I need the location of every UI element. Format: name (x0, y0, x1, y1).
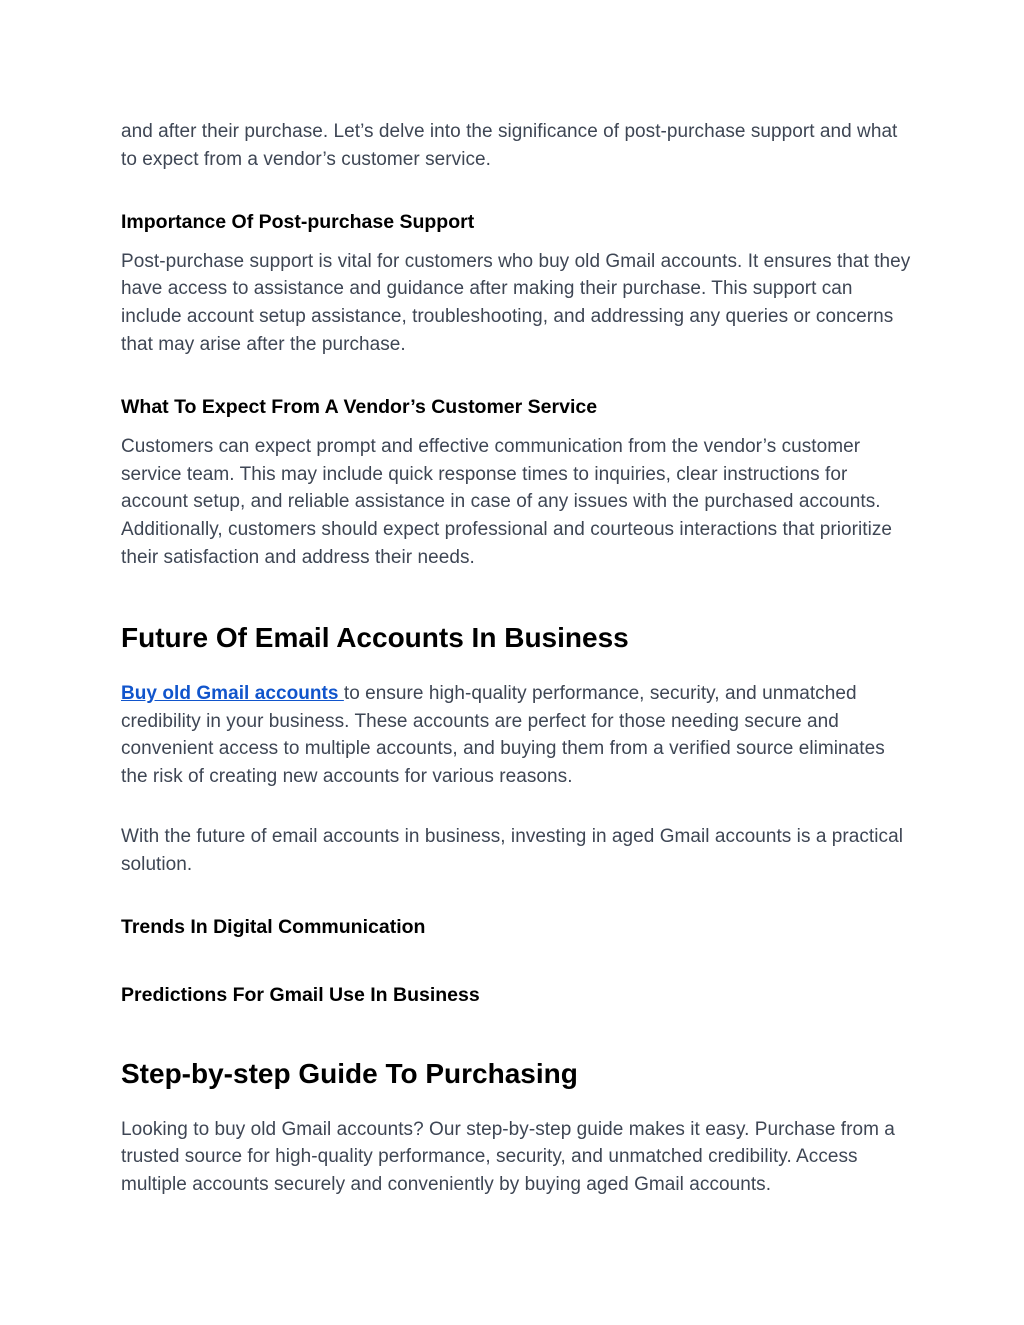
paragraph-importance: Post-purchase support is vital for customers who buy old Gmail accounts. It ensures that they have access to assistance and guidance after making their purchase. This support can include account setup assistance, troubleshooting, and addressing any queries or concerns that may arise after the purchase. (121, 250, 911, 355)
paragraph-future-investing: With the future of email accounts in business, investing in aged Gmail accounts is a practical solution. (121, 825, 903, 875)
intro-paragraph: and after their purchase. Let’s delve into the significance of post-purchase support and what to expect from a vendor’s customer service. (121, 121, 898, 170)
heading-vendor-customer-service: What To Expect From A Vendor’s Customer Service (121, 395, 598, 418)
document-page (121, 118, 911, 1199)
paragraph-vendor-customer-service: Customers can expect prompt and effective communication from the vendor’s customer service team. This may include quick response times to inquiries, clear instructions for account setup, and reliable assistance in case of any issues with the purchased accounts. Additionally, customers should expect professional and courteous interactions that prioritize their satisfaction and address their needs. (121, 435, 893, 568)
heading-future-text: Future Of Email Accounts In Business (121, 621, 629, 653)
paragraph-step-by-step-guide: Looking to buy old Gmail accounts? Our step-by-step guide makes it easy. Purchase from a trusted source for high-quality performance, security, and unmatched credibility. Access multiple accounts securely and conveniently by buying aged Gmail accounts. (121, 1118, 895, 1196)
heading-predictions-gmail-business: Predictions For Gmail Use In Business (121, 983, 480, 1006)
heading-importance-post-purchase-support: Importance Of Post-purchase Support (121, 210, 475, 233)
heading-trends-digital-communication: Trends In Digital Communication (121, 915, 426, 938)
heading-step-by-step-guide (121, 1056, 911, 1092)
paragraph-future (121, 680, 911, 791)
paragraph-future-text: to ensure high-quality performance, security, and unmatched credibility in your business. These accounts are perfect for those needing secure and convenient access to multiple accounts, and buying them from a verified source eliminates the risk of creating new accounts for various reasons. (121, 682, 885, 788)
buy-old-gmail-accounts-link[interactable]: Buy old Gmail accounts (121, 682, 344, 704)
heading-guide-text: Step-by-step Guide To Purchasing (121, 1057, 578, 1089)
heading-future-of-email-accounts (121, 620, 911, 656)
